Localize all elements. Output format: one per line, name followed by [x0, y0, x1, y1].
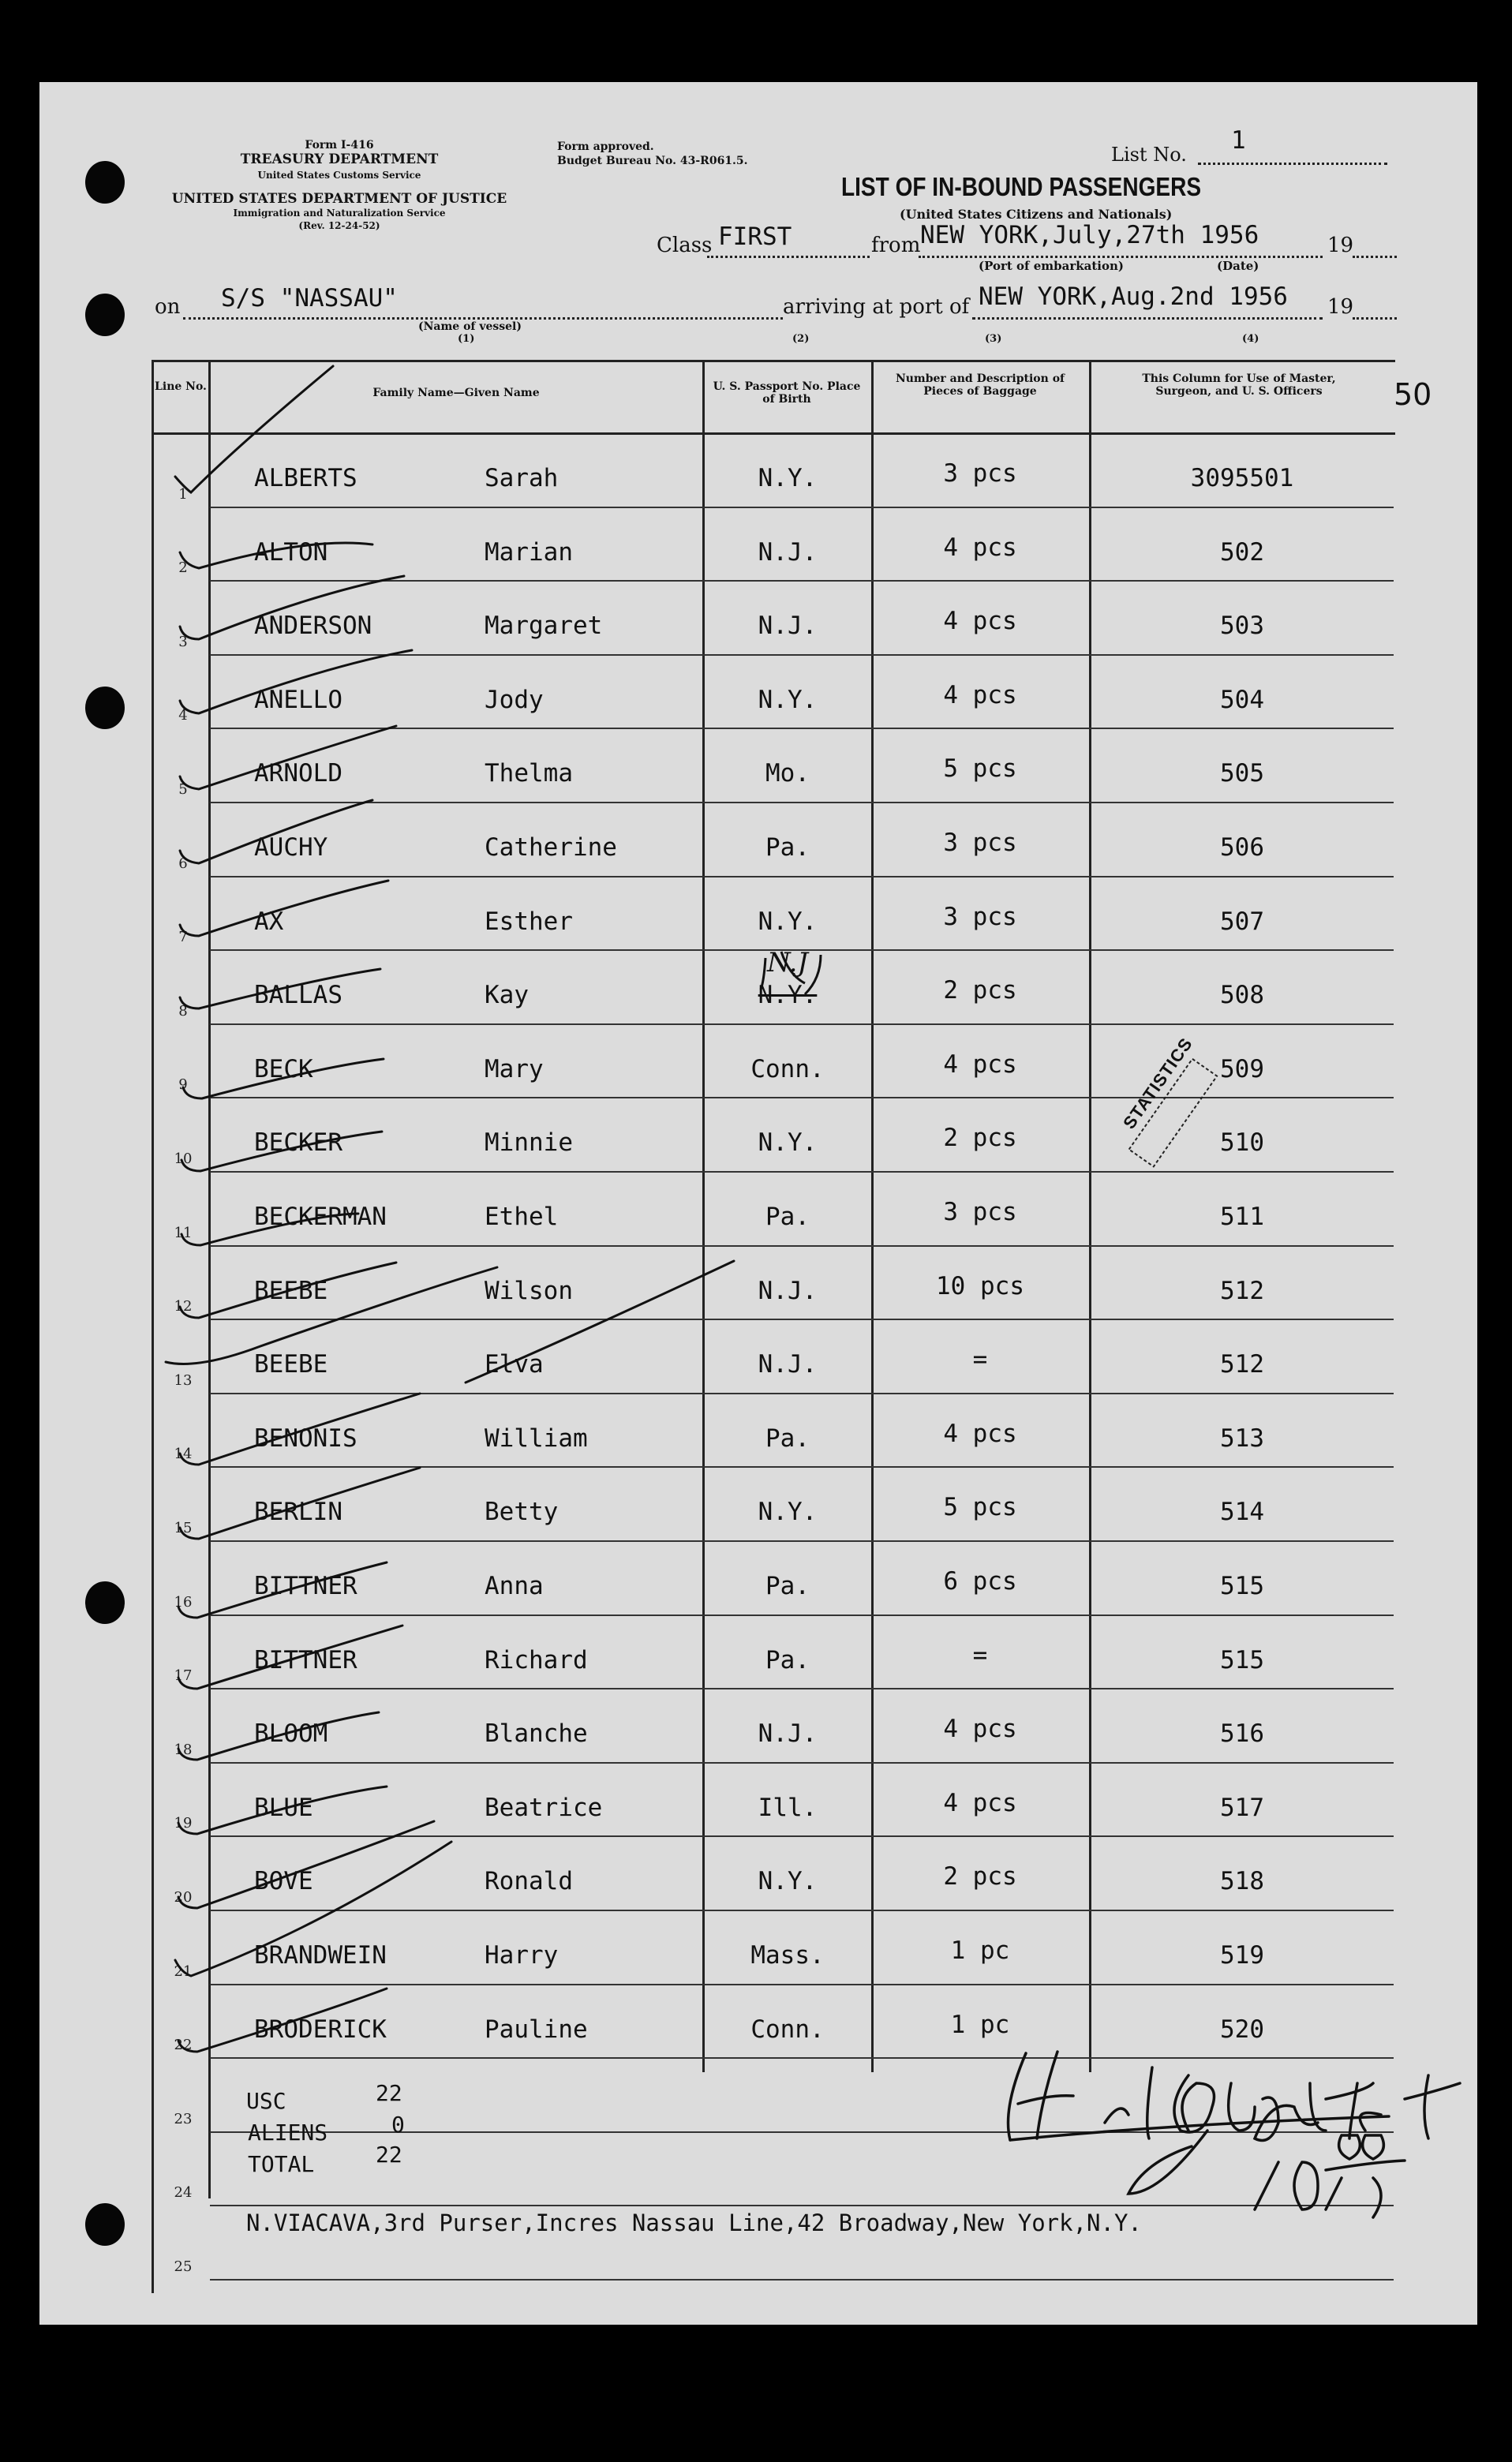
given-name: Wilson [485, 1276, 573, 1305]
line-number: 11 [174, 1224, 193, 1241]
given-name: Thelma [485, 759, 573, 788]
justice-department: UNITED STATES DEPARTMENT OF JUSTICE [171, 191, 507, 207]
line-number: 6 [178, 855, 188, 872]
given-name: Ethel [485, 1203, 559, 1231]
purser-signature-line: N.VIACAVA,3rd Purser,Incres Nassau Line,42 Broadway,New York,N.Y. [246, 2209, 1142, 2236]
baggage-count: 2 pcs [943, 1124, 1017, 1153]
place-of-birth: N.Y. [758, 1867, 818, 1896]
margin-number: 50 [1394, 377, 1432, 412]
baggage-count: 4 pcs [943, 1788, 1017, 1817]
baggage-count: 2 pcs [943, 976, 1017, 1005]
col-header-baggage: Number and Description of Pieces of Baggage [895, 372, 1065, 398]
given-name: Richard [485, 1645, 588, 1674]
line-number: 8 [178, 1002, 188, 1020]
place-of-birth: Ill. [758, 1793, 818, 1822]
place-of-birth: N.Y. [758, 907, 818, 936]
officer-number: 516 [1220, 1719, 1264, 1749]
port-embark-caption: (Port of embarkation) [979, 259, 1124, 273]
place-of-birth: Pa. [765, 1424, 810, 1453]
family-name: BITTNER [254, 1572, 357, 1600]
place-of-birth: Pa. [765, 1645, 810, 1674]
officer-number: 512 [1220, 1350, 1264, 1379]
officer-number: 511 [1220, 1203, 1264, 1231]
place-of-birth: Conn. [750, 1054, 825, 1083]
family-name: BLOOM [254, 1719, 328, 1749]
line-number: 22 [174, 2037, 193, 2054]
baggage-count: 3 pcs [943, 1198, 1017, 1226]
baggage-count: 4 pcs [943, 533, 1017, 562]
given-name: Margaret [485, 612, 603, 641]
place-of-birth: N.Y. [758, 685, 818, 714]
line-number: 15 [174, 1520, 193, 1536]
given-name: Catherine [485, 833, 617, 862]
immigration-service: Immigration and Naturalization Service [233, 208, 446, 219]
given-name: William [485, 1424, 588, 1453]
officer-number: 515 [1220, 1645, 1264, 1674]
given-name: Blanche [485, 1719, 588, 1749]
officer-number: 508 [1220, 981, 1264, 1010]
col-num-4: (4) [1242, 333, 1259, 345]
baggage-count: 4 pcs [943, 607, 1017, 636]
line-number: 1 [178, 485, 188, 503]
line-number: 13 [174, 1371, 193, 1389]
line-number: 19 [174, 1815, 193, 1832]
baggage-count: 1 pc [950, 2010, 1010, 2039]
list-no-value: 1 [1231, 126, 1246, 155]
baggage-count: 3 pcs [943, 902, 1017, 931]
officer-number: 502 [1220, 537, 1264, 567]
baggage-count: 4 pcs [943, 1050, 1017, 1079]
place-of-birth: Conn. [750, 2015, 825, 2044]
line-number: 3 [178, 633, 188, 650]
officer-number: 506 [1220, 833, 1264, 862]
officer-number: 507 [1220, 907, 1264, 936]
line-number: 16 [174, 1593, 193, 1611]
budget-bureau: Budget Bureau No. 43-R061.5. [557, 155, 748, 167]
baggage-count: 4 pcs [943, 1715, 1017, 1744]
form-number: Form I-416 [305, 139, 374, 152]
line-number: 4 [178, 707, 188, 724]
place-of-birth: Mo. [765, 759, 810, 788]
vessel-name: S/S "NASSAU" [221, 284, 398, 312]
baggage-count: 3 pcs [943, 829, 1017, 857]
family-name: BECKER [254, 1128, 342, 1158]
place-of-birth: N.J. [758, 537, 818, 567]
place-of-birth: Pa. [765, 833, 810, 862]
from-label: from [871, 234, 921, 257]
line-number: 18 [174, 1741, 193, 1758]
usc-label: USC [246, 2088, 286, 2114]
officer-number: 517 [1220, 1793, 1264, 1822]
officer-number: 513 [1220, 1424, 1264, 1453]
statistics-stamp: STATISTICS [1119, 1034, 1197, 1133]
place-of-birth: N.Y. [758, 981, 818, 1010]
baggage-count: 6 pcs [943, 1567, 1017, 1596]
family-name: ANELLO [254, 685, 342, 714]
officer-number: 510 [1220, 1128, 1264, 1158]
family-name: ANDERSON [254, 612, 372, 641]
officer-number: 503 [1220, 612, 1264, 641]
officer-number: 512 [1220, 1276, 1264, 1305]
family-name: BECKERMAN [254, 1203, 387, 1231]
baggage-count: 5 pcs [943, 1493, 1017, 1522]
line-number: 2 [178, 559, 188, 577]
family-name: BENONIS [254, 1424, 357, 1453]
col-header-officers: This Column for Use of Master, Surgeon, and U. S. Officers [1142, 372, 1336, 398]
line-number: 12 [174, 1298, 193, 1315]
vessel-caption: (Name of vessel) [418, 320, 522, 333]
line-number: 24 [174, 2184, 193, 2202]
baggage-count: 2 pcs [943, 1862, 1017, 1891]
given-name: Beatrice [485, 1793, 603, 1822]
line-number: 21 [174, 1962, 193, 1980]
col-num-1: (1) [458, 333, 475, 345]
officer-number: 515 [1220, 1572, 1264, 1600]
form-subtitle: (United States Citizens and Nationals) [900, 207, 1173, 222]
place-of-birth: Mass. [750, 1941, 825, 1970]
place-of-birth: N.Y. [758, 1498, 818, 1527]
given-name: Harry [485, 1941, 559, 1970]
family-name: ALBERTS [254, 464, 357, 492]
officer-number: 504 [1220, 685, 1264, 714]
year-suffix-2: 19 [1327, 295, 1354, 319]
officer-number: 509 [1220, 1054, 1264, 1083]
given-name: Pauline [485, 2015, 588, 2044]
given-name: Sarah [485, 464, 559, 492]
officer-number: 519 [1220, 1941, 1264, 1970]
baggage-count: = [972, 1641, 988, 1670]
year-suffix-1: 19 [1327, 234, 1354, 257]
family-name: ARNOLD [254, 759, 342, 788]
list-no-label: List No. [1111, 144, 1187, 166]
family-name: BRODERICK [254, 2015, 387, 2044]
place-of-birth: Pa. [765, 1572, 810, 1600]
place-of-birth: Pa. [765, 1203, 810, 1231]
family-name: BOVE [254, 1867, 313, 1896]
col-header-name: Family Name—Given Name [372, 387, 540, 399]
from-value: NEW YORK,July,27th 1956 [920, 221, 1259, 249]
total-count: 22 [376, 2142, 402, 2168]
officer-number: 514 [1220, 1498, 1264, 1527]
given-name: Ronald [485, 1867, 573, 1896]
arriving-value: NEW YORK,Aug.2nd 1956 [979, 282, 1288, 311]
line-number: 14 [174, 1446, 193, 1463]
aliens-count: 0 [391, 2112, 405, 2138]
given-name: Anna [485, 1572, 544, 1600]
line-number: 7 [178, 929, 188, 946]
baggage-count: 4 pcs [943, 1419, 1017, 1448]
given-name: Mary [485, 1054, 544, 1083]
line-number: 23 [174, 2110, 193, 2127]
family-name: ALTON [254, 537, 328, 567]
form-approved: Form approved. [557, 140, 654, 153]
baggage-count: = [972, 1345, 988, 1375]
treasury-department: TREASURY DEPARTMENT [240, 152, 439, 167]
given-name: Esther [485, 907, 573, 936]
family-name: BLUE [254, 1793, 313, 1822]
family-name: BECK [254, 1054, 313, 1083]
line-number: 25 [174, 2258, 193, 2275]
family-name: AX [254, 907, 284, 936]
place-of-birth: N.J. [758, 612, 818, 641]
col-num-3: (3) [985, 333, 1002, 345]
officer-number: 505 [1220, 759, 1264, 788]
line-number: 10 [174, 1151, 193, 1167]
col-header-line: Line No. [155, 380, 207, 393]
place-of-birth: N.J. [758, 1350, 818, 1379]
family-name: BALLAS [254, 981, 342, 1010]
given-name: Elva [485, 1350, 544, 1379]
date-caption: (Date) [1217, 259, 1259, 273]
arriving-label: arriving at port of [783, 295, 970, 319]
family-name: BITTNER [254, 1645, 357, 1674]
family-name: BEEBE [254, 1350, 328, 1379]
line-number: 17 [174, 1667, 193, 1685]
usc-count: 22 [376, 2080, 402, 2106]
line-number: 20 [174, 1889, 193, 1906]
place-of-birth: N.J. [758, 1719, 818, 1749]
given-name: Betty [485, 1498, 559, 1527]
officer-number: 520 [1220, 2015, 1264, 2044]
class-label: Class [657, 234, 713, 257]
place-of-birth: N.Y. [758, 464, 818, 492]
officer-number: 518 [1220, 1867, 1264, 1896]
baggage-count: 3 pcs [943, 459, 1017, 488]
given-name: Jody [485, 685, 544, 714]
handwritten-birth-correction: N.J [767, 947, 809, 978]
baggage-count: 10 pcs [936, 1271, 1024, 1300]
given-name: Kay [485, 981, 529, 1010]
form-title: LIST OF IN-BOUND PASSENGERS [841, 172, 1202, 201]
place-of-birth: N.J. [758, 1276, 818, 1305]
col-header-passport: U. S. Passport No. Place of Birth [713, 380, 861, 406]
class-value: FIRST [718, 223, 792, 251]
aliens-label: ALIENS [248, 2120, 328, 2146]
col-num-2: (2) [792, 333, 810, 345]
officer-number: 3095501 [1190, 464, 1294, 492]
family-name: BEEBE [254, 1276, 328, 1305]
family-name: AUCHY [254, 833, 328, 862]
revision-date: (Rev. 12-24-52) [298, 220, 380, 231]
line-number: 5 [178, 781, 188, 798]
on-label: on [155, 295, 181, 319]
family-name: BRANDWEIN [254, 1941, 387, 1970]
given-name: Marian [485, 537, 573, 567]
customs-service: United States Customs Service [257, 170, 421, 181]
baggage-count: 1 pc [950, 1936, 1010, 1965]
baggage-count: 4 pcs [943, 680, 1017, 709]
line-number: 9 [178, 1076, 188, 1094]
total-label: TOTAL [248, 2151, 315, 2177]
place-of-birth: N.Y. [758, 1128, 818, 1158]
family-name: BERLIN [254, 1498, 342, 1527]
baggage-count: 5 pcs [943, 754, 1017, 784]
given-name: Minnie [485, 1128, 573, 1158]
